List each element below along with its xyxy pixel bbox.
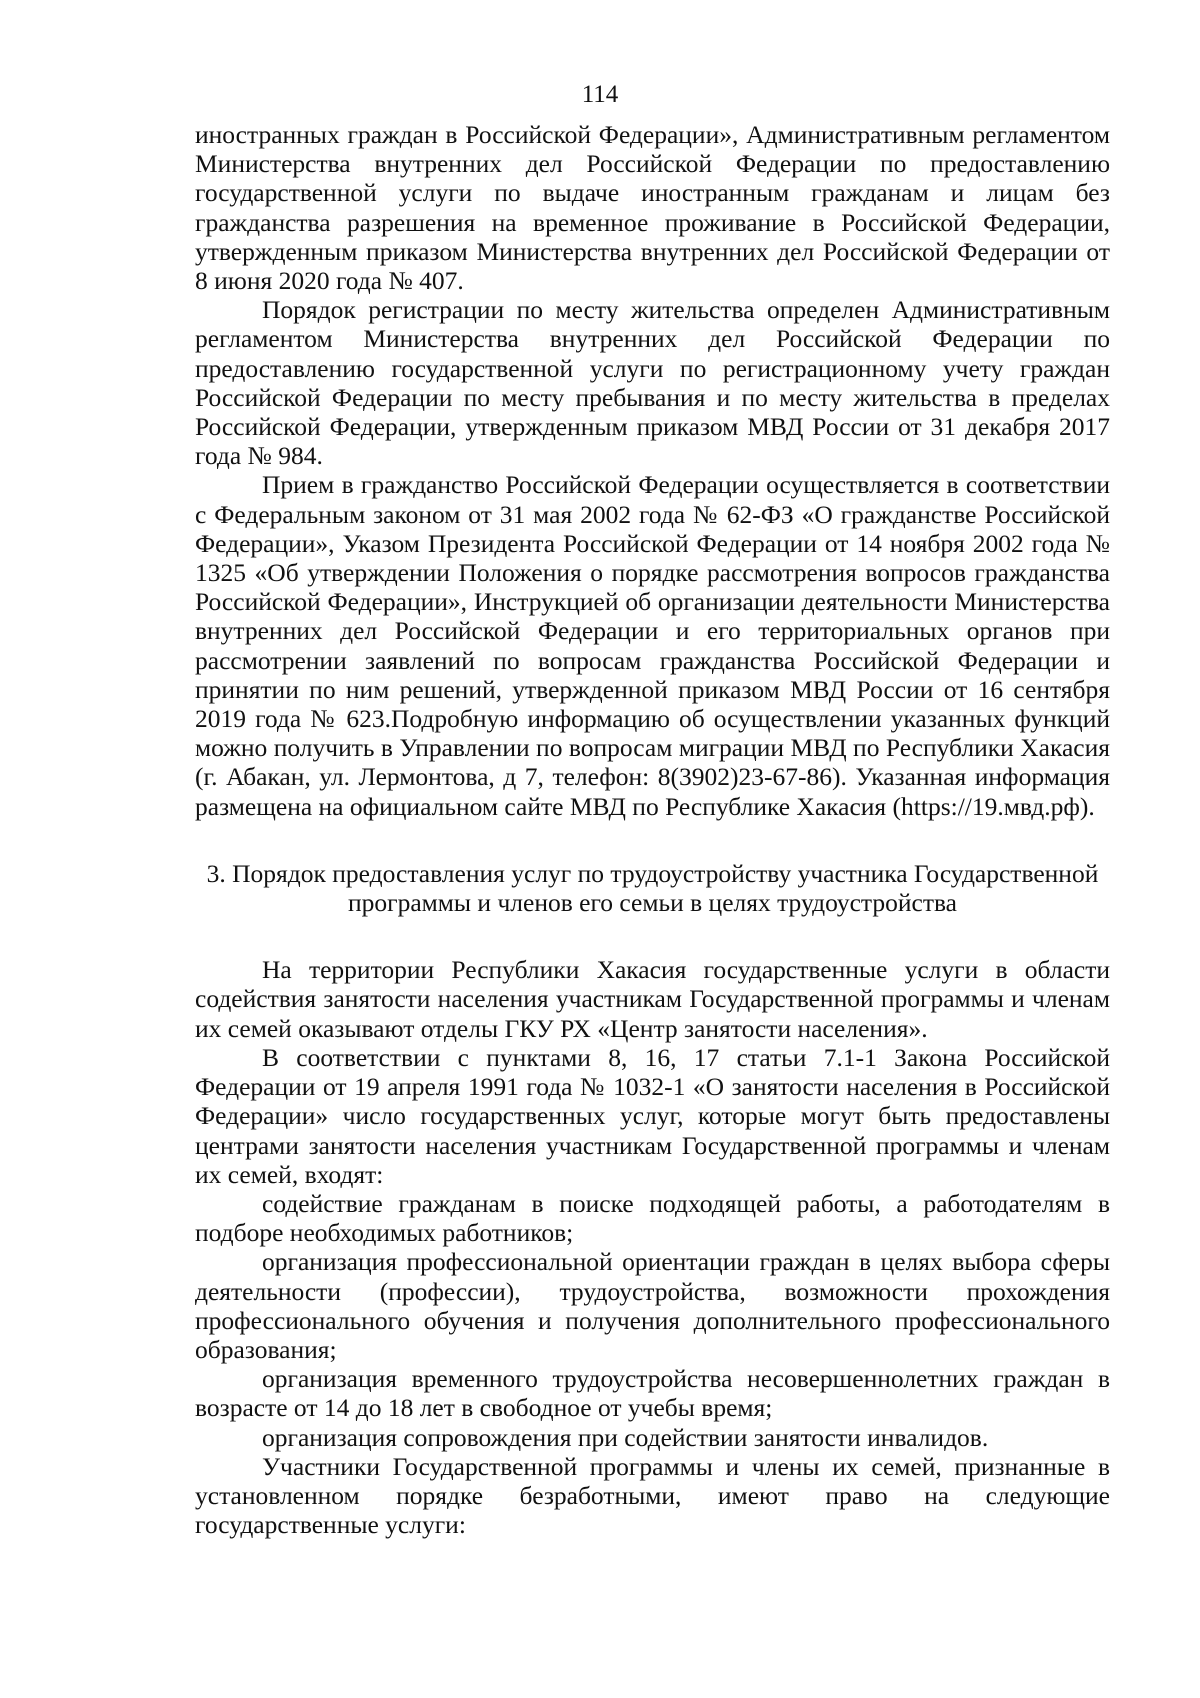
page-number: 114 <box>581 81 619 108</box>
paragraph-continuation: иностранных граждан в Российской Федерации», Административным регламентом Министерства внутренних дел Российской Федерации по предоставлению государственной услуги по выдаче иностранным гражданам и лицам без гражданства разрешения на временное проживание в Российской Федерации, утвержденным приказом Министерства внутренних дел Российской Федерации от 8 июня 2020 года № 407. <box>195 120 1110 296</box>
section-heading <box>195 859 1110 917</box>
list-item-temporary-employment: организация временного трудоустройства несовершеннолетних граждан в возрасте от 14 до 18 лет в свободное от учебы время; <box>195 1364 1110 1423</box>
paragraph-unemployed-rights: Участники Государственной программы и члены их семей, признанные в установленном порядке безработными, имеют право на следующие государственные услуги: <box>195 1451 1110 1540</box>
list-item-career-guidance: организация профессиональной ориентации граждан в целях выбора сферы деятельности (профессии), трудоустройства, возможности прохождения профессионального обучения и получения дополнительного профессионального образования; <box>195 1247 1110 1364</box>
list-item-job-search: содействие гражданам в поиске подходящей работы, а работодателям в подборе необходимых работников; <box>195 1188 1110 1248</box>
paragraph-employment-centers: На территории Республики Хакасия государственные услуги в области содействия занятости населения участникам Государственной программы и членам их семей оказывают отделы ГКУ РХ «Центр занятости населения». <box>195 955 1110 1043</box>
section-number: 3. <box>206 858 226 888</box>
document-body <box>195 120 1110 1539</box>
list-item-disabled-support: организация сопровождения при содействии занятости инвалидов. <box>262 1422 989 1452</box>
paragraph-citizenship: Прием в гражданство Российской Федерации осуществляется в соответствии с Федеральным законом от 31 мая 2002 года № 62-ФЗ «О гражданстве Российской Федерации», Указом Президента Российской Федерации от 14 ноября 2002 года № 1325 «Об утверждении Положения о порядке рассмотрения вопросов гражданства Российской Федерации», Инструкцией об организации деятельности Министерства внутренних дел Российской Федерации и его территориальных органов при рассмотрении заявлений по вопросам гражданства Российской Федерации и принятии по ним решений, утвержденной приказом МВД России от 16 сентября 2019 года № 623.Подробную информацию об осуществлении указанных функций можно получить в Управлении по вопросам миграции МВД по Республики Хакасия (г. Абакан, ул. Лермонтова, д 7, телефон: 8(3902)23-67-86). Указанная информация размещена на официальном сайте МВД по Республике Хакасия (https://19.мвд.рф). <box>195 470 1110 821</box>
paragraph-registration-order: Порядок регистрации по месту жительства определен Административным регламентом Министерства внутренних дел Российской Федерации по предоставлению государственной услуги по регистрационному учету граждан Российской Федерации по месту пребывания и по месту жительства в пределах Российской Федерации, утвержденным приказом МВД России от 31 декабря 2017 года № 984. <box>195 295 1110 471</box>
paragraph-law-reference: В соответствии с пунктами 8, 16, 17 статьи 7.1-1 Закона Российской Федерации от 19 апреля 1991 года № 1032-1 «О занятости населения в Российской Федерации» число государственных услуг, которые могут быть предоставлены центрами занятости населения участникам Государственной программы и членам их семей, входят: <box>195 1042 1110 1189</box>
section-title: Порядок предоставления услуг по трудоустройству участника Государственной программы и членов его семьи в целях трудоустройства <box>232 858 1099 918</box>
